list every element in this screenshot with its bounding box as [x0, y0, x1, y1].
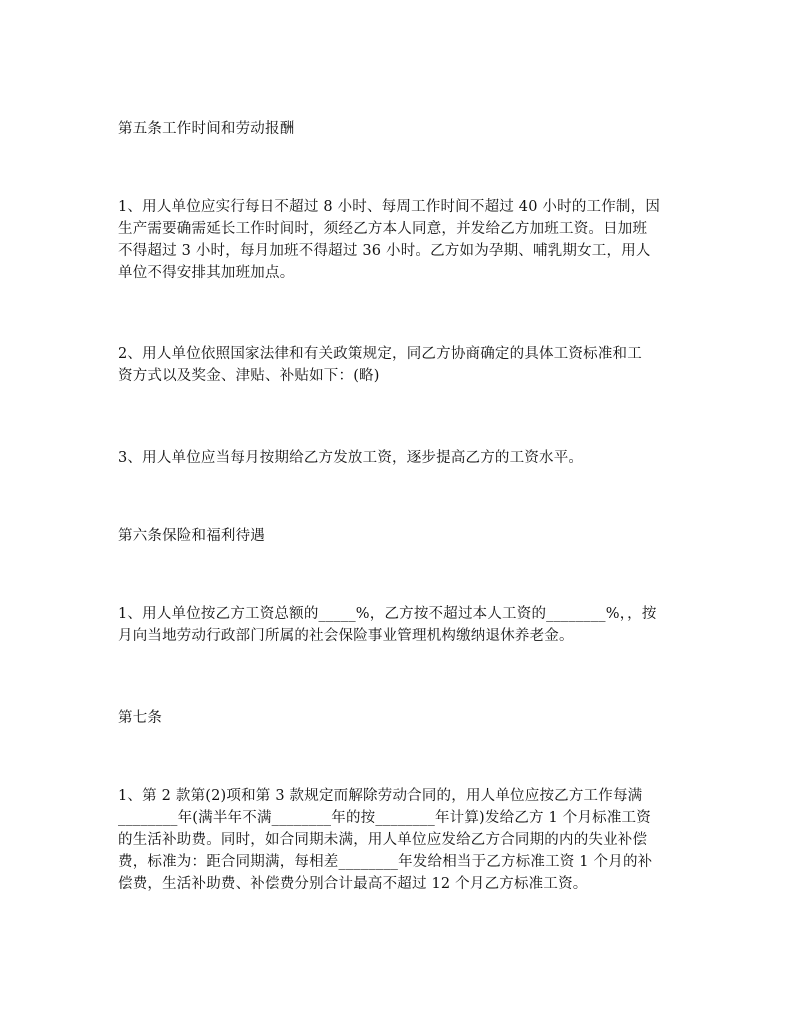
paragraph-7-1	[118, 785, 683, 895]
paragraph-line: ________年(满半年不满________年的按________年计算)发给乙方 1 个月标准工资	[118, 810, 651, 826]
paragraph-line: 月向当地劳动行政部门所属的社会保险事业管理机构缴纳退休养老金。	[118, 628, 574, 644]
paragraph-line: 资方式以及奖金、津贴、补贴如下：(略)	[118, 368, 380, 384]
paragraph-line: 生产需要确需延长工作时间时，须经乙方本人同意，并发给乙方加班工资。日加班	[118, 221, 648, 237]
heading-text: 第六条保险和福利待遇	[118, 528, 265, 544]
paragraph-6-1	[118, 603, 683, 647]
section-heading-5	[118, 118, 683, 140]
paragraph-line: 1、用人单位按乙方工资总额的_____%，乙方按不超过本人工资的________%，，按	[118, 606, 657, 622]
section-heading-7	[118, 707, 683, 729]
paragraph-line: 2、用人单位依照国家法律和有关政策规定，同乙方协商确定的具体工资标准和工	[118, 346, 642, 362]
paragraph-line: 1、用人单位应实行每日不超过 8 小时、每周工作时间不超过 40 小时的工作制，因	[118, 199, 661, 215]
paragraph-line: 单位不得安排其加班加点。	[118, 265, 295, 281]
paragraph-5-3	[118, 447, 683, 469]
paragraph-line: 不得超过 3 小时，每月加班不得超过 36 小时。乙方如为孕期、哺乳期女工，用人	[118, 243, 651, 259]
paragraph-line: 费，标准为：距合同期满，每相差________年发给相当于乙方标准工资 1 个月的补	[118, 854, 653, 870]
heading-text: 第五条工作时间和劳动报酬	[118, 121, 295, 137]
paragraph-line: 的生活补助费。同时，如合同期未满，用人单位应发给乙方合同期的内的失业补偿	[118, 832, 648, 848]
paragraph-line: 1、第 2 款第(2)项和第 3 款规定而解除劳动合同的，用人单位应按乙方工作每满	[118, 788, 643, 804]
paragraph-line: 3、用人单位应当每月按期给乙方发放工资，逐步提高乙方的工资水平。	[118, 450, 584, 466]
heading-text: 第七条	[118, 710, 163, 726]
paragraph-5-1	[118, 196, 683, 284]
paragraph-line: 偿费，生活补助费、补偿费分别合计最高不超过 12 个月乙方标准工资。	[118, 876, 588, 892]
section-heading-6	[118, 525, 683, 547]
paragraph-5-2	[118, 343, 683, 387]
